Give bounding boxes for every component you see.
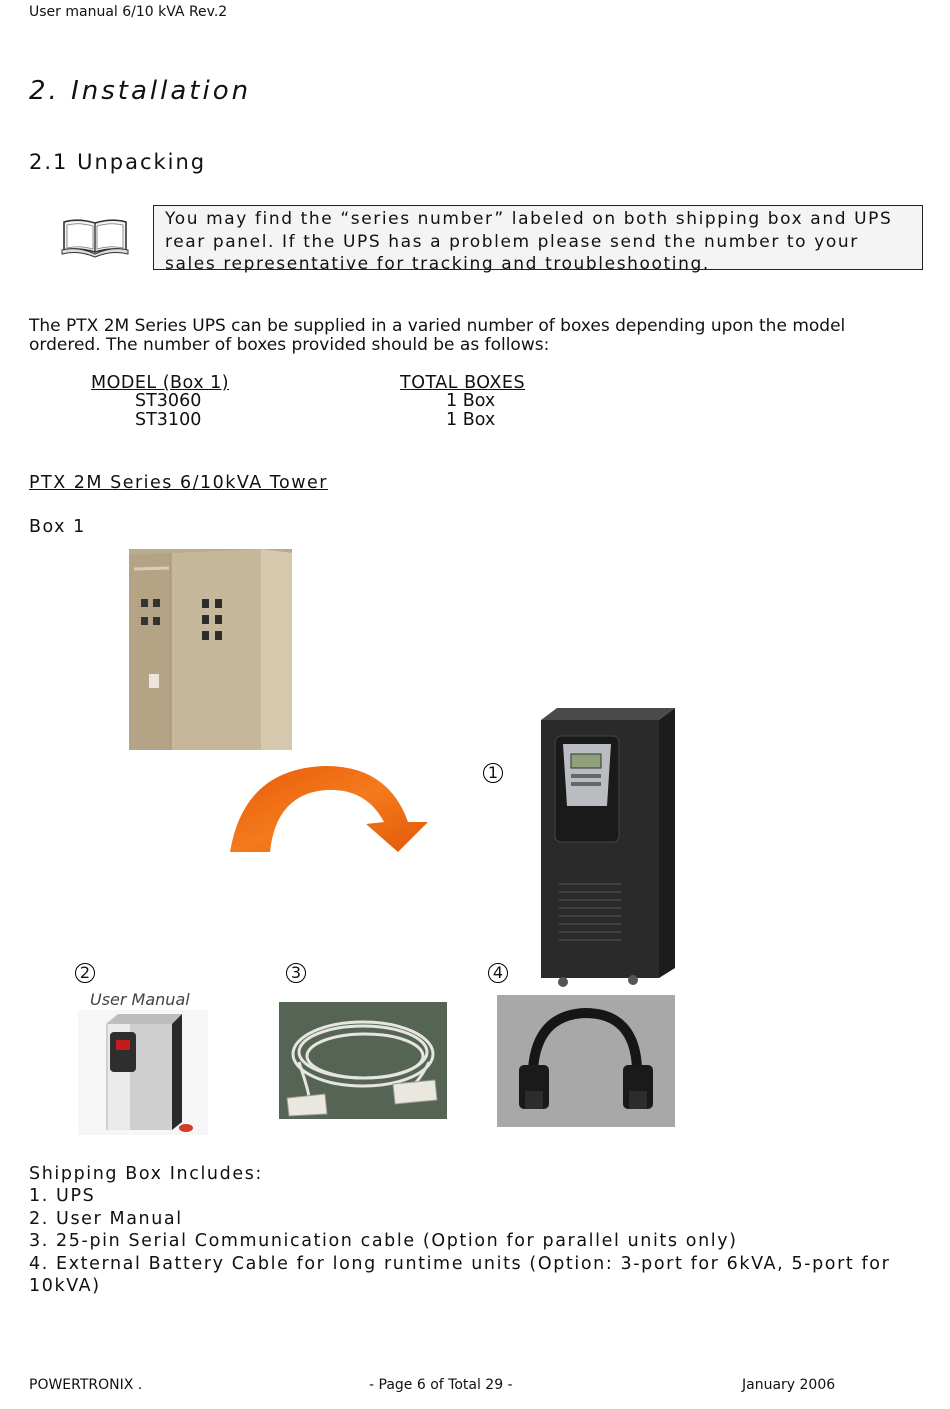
running-header: User manual 6/10 kVA Rev.2 (29, 4, 228, 20)
footer-date: January 2006 (742, 1377, 836, 1393)
includes-title: Shipping Box Includes: (29, 1164, 263, 1184)
note-box (153, 205, 923, 274)
table-cell-total: 1 Box (446, 410, 496, 430)
user-manual-photo (78, 1010, 208, 1135)
arrow-graphic (226, 764, 430, 854)
list-item: 10kVA) (29, 1276, 101, 1297)
footer-left: POWERTRONIX . (29, 1377, 143, 1393)
marker-2: 2 (75, 963, 95, 983)
includes-list (29, 1163, 890, 1297)
intro-paragraph (29, 317, 929, 355)
table-cell-total: 1 Box (446, 391, 496, 411)
ups-tower-photo (533, 706, 679, 988)
subsection-title: 2.1 Unpacking (29, 150, 207, 174)
note-line: You may find the “series number” labeled on both shipping box and UPS (165, 209, 893, 229)
intro-line: ordered. The number of boxes provided should be as follows: (29, 335, 550, 355)
footer-page-number: - Page 6 of Total 29 - (369, 1377, 513, 1393)
note-line: sales representative for tracking and troubleshooting. (165, 254, 710, 274)
table-header-total: TOTAL BOXES (400, 373, 526, 393)
list-item: 1. UPS (29, 1186, 96, 1207)
list-item: 2. User Manual (29, 1208, 183, 1229)
book-icon (60, 214, 130, 258)
list-item: 3. 25-pin Serial Communication cable (Option for parallel units only) (29, 1231, 738, 1252)
table-cell-model: ST3100 (135, 410, 202, 430)
box-label: Box 1 (29, 517, 86, 537)
manual-caption: User Manual (90, 990, 190, 1009)
intro-line: The PTX 2M Series UPS can be supplied in a varied number of boxes depending upon the model (29, 316, 846, 336)
serial-cable-photo (279, 1002, 447, 1119)
marker-3: 3 (286, 963, 306, 983)
note-line: rear panel. If the UPS has a problem please send the number to your (165, 231, 859, 252)
section-title: 2. Installation (29, 76, 252, 106)
table-header-model: MODEL (Box 1) (91, 373, 230, 393)
tower-title: PTX 2M Series 6/10kVA Tower (29, 473, 328, 493)
carton-photo (129, 549, 292, 750)
table-cell-model: ST3060 (135, 391, 202, 411)
list-item: 4. External Battery Cable for long runtime units (Option: 3-port for 6kVA, 5-port for (29, 1253, 891, 1274)
marker-1: 1 (483, 763, 503, 783)
marker-4: 4 (488, 963, 508, 983)
battery-cable-photo (497, 995, 675, 1127)
